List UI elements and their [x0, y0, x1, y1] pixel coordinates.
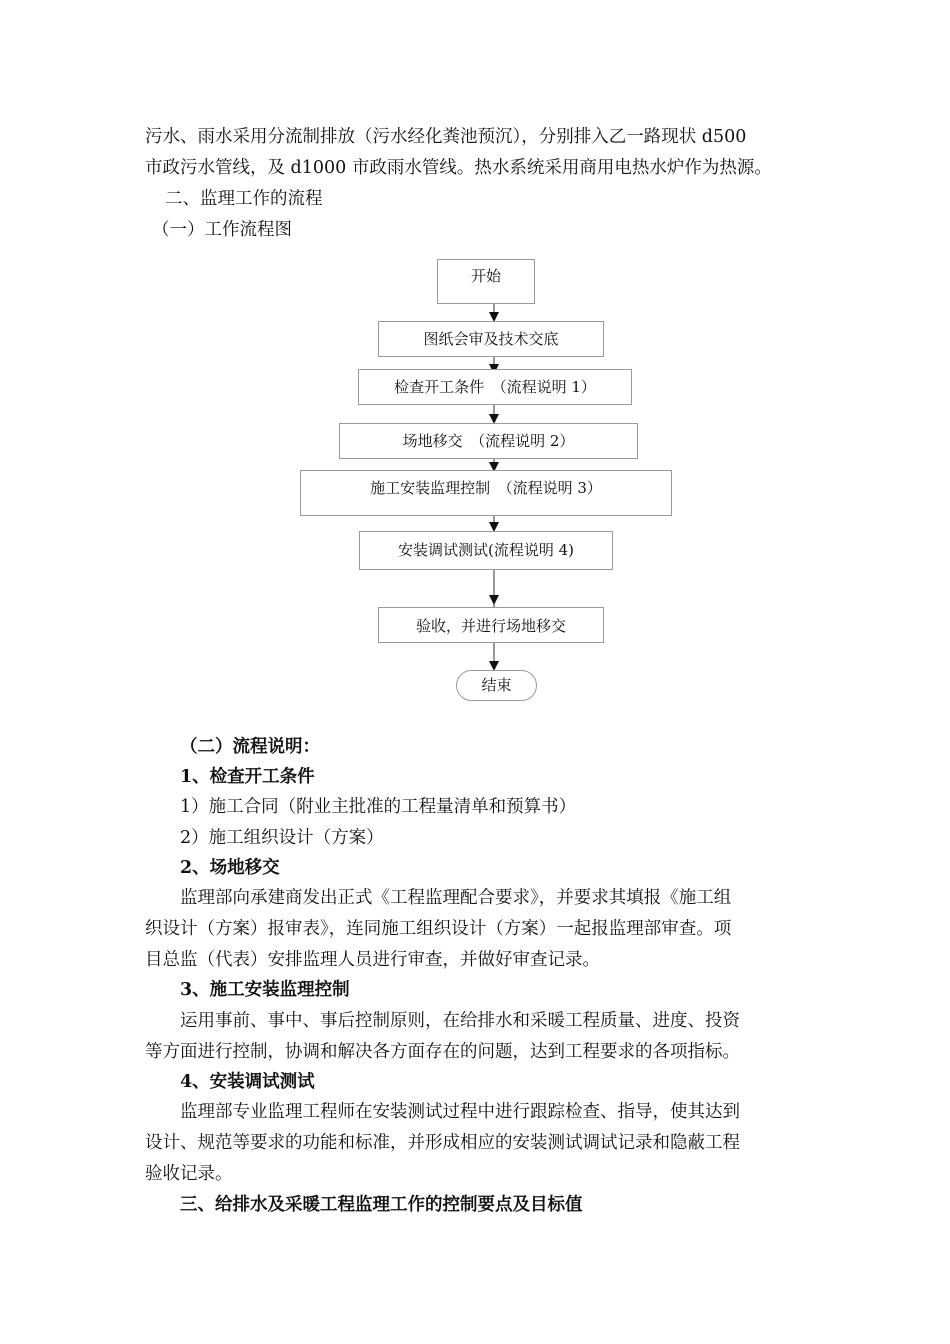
flow-step-3-box — [339, 423, 638, 459]
flow-step-1-box — [378, 321, 604, 357]
flow-step-6-box — [378, 607, 604, 643]
item-2-para-line-3: 目总监（代表）安排监理人员进行审查，并做好审查记录。 — [145, 950, 600, 970]
flow-end-label: 结束 — [481, 676, 512, 694]
item-3-title: 3、施工安装监理控制 — [180, 980, 350, 1000]
item-4-para-line-2: 设计、规范等要求的功能和标准，并形成相应的安装测试调试记录和隐蔽工程 — [145, 1133, 740, 1153]
flow-step-1-label: 图纸会审及技术交底 — [423, 330, 559, 348]
flowchart-caption: （一）工作流程图 — [152, 220, 292, 240]
arrow-to-step6 — [489, 595, 499, 605]
flow-start-label: 开始 — [470, 267, 501, 285]
flow-step-5-label: 安装调试测试(流程说明 4) — [397, 541, 575, 559]
flow-step-2-label: 检查开工条件 （流程说明 1） — [394, 378, 596, 396]
item-3-para-line-2: 等方面进行控制，协调和解决各方面存在的问题，达到工程要求的各项指标。 — [145, 1042, 740, 1062]
item-3-para-line-1: 运用事前、事中、事后控制原则，在给排水和采暖工程质量、进度、投资 — [180, 1011, 740, 1031]
item-4-para-line-1: 监理部专业监理工程师在安装测试过程中进行跟踪检查、指导，使其达到 — [180, 1102, 740, 1122]
explain-heading: （二）流程说明： — [180, 737, 320, 757]
flow-step-2-box — [358, 369, 632, 405]
flow-step-5-box — [359, 531, 613, 570]
flow-step-4-label: 施工安装监理控制 （流程说明 3） — [370, 479, 602, 497]
item-1-line-2: 2）施工组织设计（方案） — [180, 828, 384, 848]
item-2-para-line-2: 织设计（方案）报审表》，连同施工组织设计（方案）一起报监理部审查。项 — [145, 919, 732, 939]
flow-step-6-label: 验收，并进行场地移交 — [415, 617, 566, 635]
item-4-para-line-3: 验收记录。 — [145, 1164, 233, 1184]
flow-start-box — [437, 259, 535, 304]
item-2-title: 2、场地移交 — [180, 858, 280, 878]
item-1-line-1: 1）施工合同（附业主批准的工程量清单和预算书） — [180, 797, 577, 817]
section-2-title: 二、监理工作的流程 — [165, 189, 323, 209]
section-3-title: 三、给排水及采暖工程监理工作的控制要点及目标值 — [180, 1195, 583, 1215]
intro-line-2: 市政污水管线，及 d1000 市政雨水管线。热水系统采用商用电热水炉作为热源。 — [145, 158, 772, 178]
item-1-title: 1、检查开工条件 — [180, 767, 315, 787]
flow-end-box — [456, 670, 537, 701]
flow-step-3-label: 场地移交 （流程说明 2） — [402, 432, 575, 450]
intro-line-1: 污水、雨水采用分流制排放（污水经化粪池预沉），分别排入乙一路现状 d500 — [145, 127, 747, 147]
item-2-para-line-1: 监理部向承建商发出正式《工程监理配合要求》，并要求其填报《施工组 — [180, 888, 732, 908]
flow-step-4-box — [300, 470, 672, 516]
item-4-title: 4、安装调试测试 — [180, 1072, 315, 1092]
